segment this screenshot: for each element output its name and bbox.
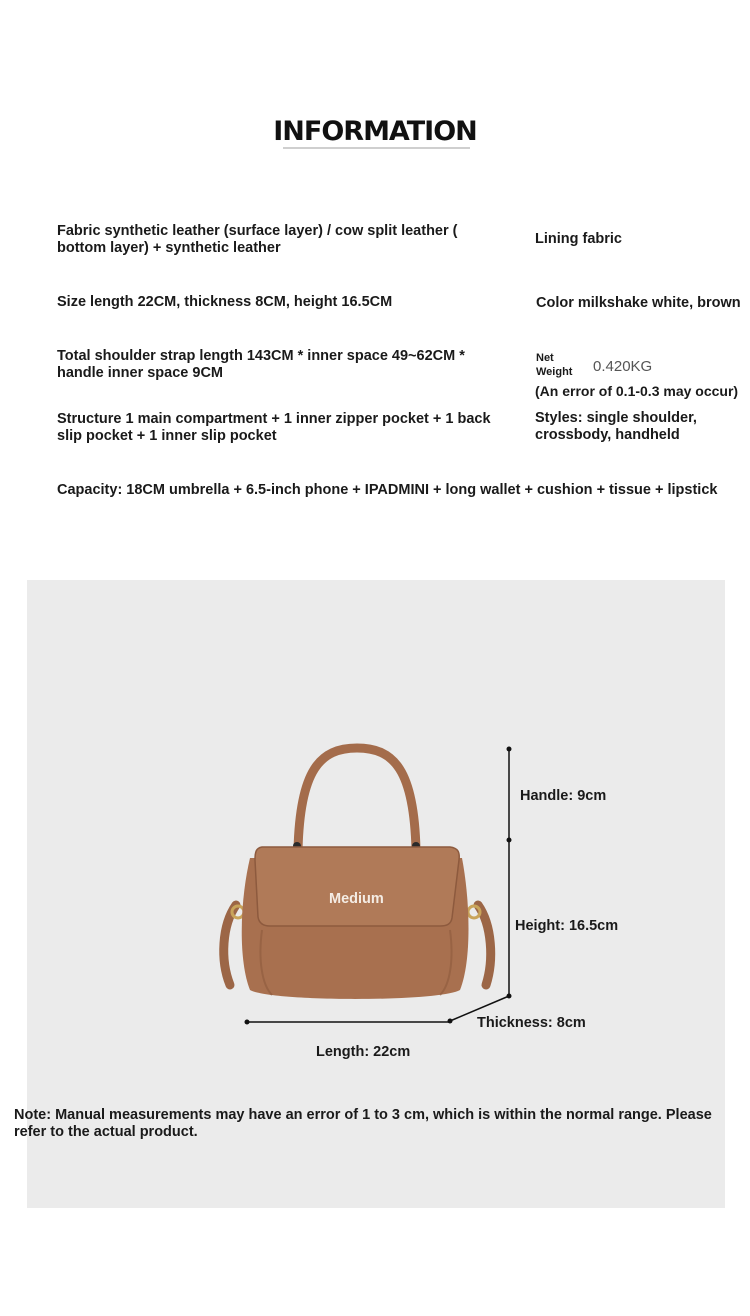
bag-flap xyxy=(255,847,459,926)
spec-size: Size length 22CM, thickness 8CM, height 16.5CM xyxy=(57,294,393,310)
thickness-dimension: Thickness: 8cm xyxy=(477,1015,586,1031)
spec-lining: Lining fabric xyxy=(535,231,622,247)
weight-note: (An error of 0.1-0.3 may occur) xyxy=(535,383,739,399)
spec-fabric: Fabric synthetic leather (surface layer) / cow split leather ( bottom layer) + synthetic leather xyxy=(57,223,458,256)
spec-capacity: Capacity: 18CM umbrella + 6.5-inch phone + IPADMINI + long wallet + cushion + tissue + lipstick xyxy=(57,482,718,498)
net-weight-value: 0.420KG xyxy=(593,358,653,375)
spec-strap: Total shoulder strap length 143CM * inner space 49~62CM * handle inner space 9CM xyxy=(57,348,465,381)
handle-dimension: Handle: 9cm xyxy=(520,788,607,804)
handle xyxy=(298,748,416,850)
measurement-note: Note: Manual measurements may have an error of 1 to 3 cm, which is within the normal range. Please refer to the actual product. xyxy=(14,1107,712,1140)
spec-structure: Structure 1 main compartment + 1 inner zipper pocket + 1 back slip pocket + 1 inner slip pocket xyxy=(57,411,491,444)
net-weight-label: Net Weight xyxy=(536,352,573,378)
strap-right xyxy=(478,905,491,985)
spec-styles: Styles: single shoulder, crossbody, handheld xyxy=(535,410,697,443)
page-title: INFORMATION xyxy=(273,116,477,147)
height-dimension: Height: 16.5cm xyxy=(515,918,619,934)
spec-color: Color milkshake white, brown xyxy=(536,295,741,311)
length-dimension: Length: 22cm xyxy=(316,1044,411,1060)
bag-size-label: Medium xyxy=(329,891,384,907)
